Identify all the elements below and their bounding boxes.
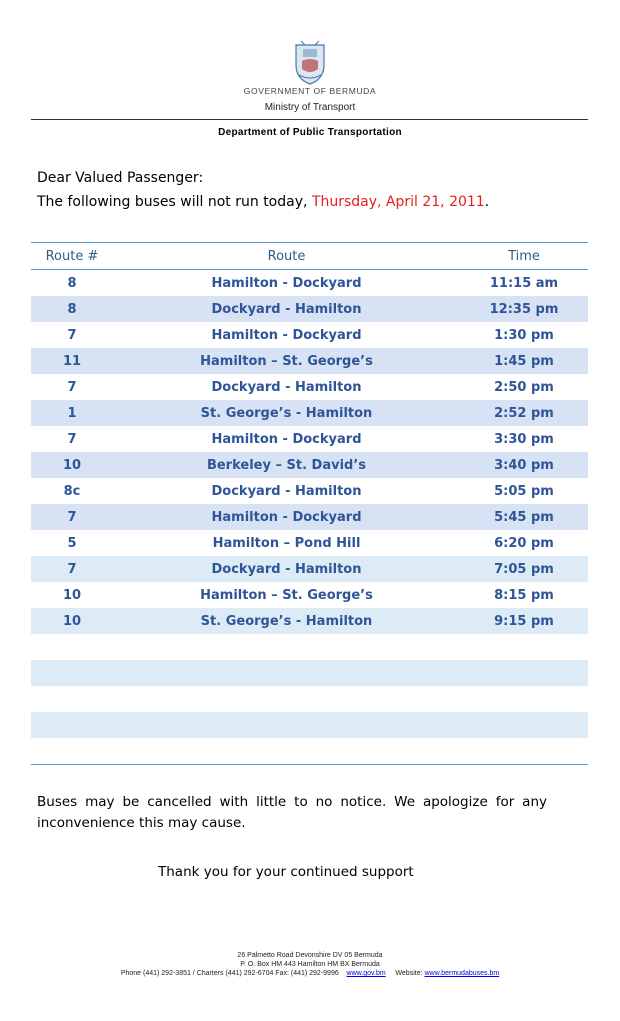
salutation: Dear Valued Passenger: [37, 170, 204, 186]
route-number-cell: 7 [67, 509, 77, 525]
route-number-cell: 7 [67, 327, 77, 343]
bermuda-crest-logo [293, 39, 327, 85]
table-row [31, 738, 588, 764]
header-route-number: Route # [45, 248, 99, 264]
time-cell: 9:15 pm [494, 613, 554, 629]
table-row [31, 530, 588, 556]
intro-prefix: The following buses will not run today, [37, 194, 312, 210]
route-cell: Dockyard - Hamilton [211, 561, 362, 577]
table-row [31, 608, 588, 634]
time-cell: 1:45 pm [494, 353, 554, 369]
table-row [31, 686, 588, 712]
time-cell: 8:15 pm [494, 587, 554, 603]
header-time: Time [508, 248, 540, 264]
route-cell: Berkeley – St. David’s [206, 457, 367, 473]
cancellation-notice: Buses may be cancelled with little to no notice. We apologize for any inconvenience this may cause. [37, 794, 547, 831]
table-row [31, 504, 588, 530]
time-cell: 11:15 am [489, 275, 559, 291]
route-cell: Hamilton – St. George’s [200, 353, 373, 369]
department-title: Department of Public Transportation [218, 127, 402, 138]
cancellation-date: Thursday, April 21, 2011 [311, 194, 485, 210]
route-number-cell: 8 [67, 301, 77, 317]
cancelled-buses-table [31, 242, 588, 765]
time-cell: 6:20 pm [494, 535, 554, 551]
route-number-cell: 1 [67, 405, 77, 421]
route-number-cell: 7 [67, 379, 77, 395]
table-row [31, 400, 588, 426]
route-cell: Dockyard - Hamilton [211, 301, 362, 317]
government-title: GOVERNMENT OF BERMUDA [243, 86, 377, 96]
time-cell: 2:52 pm [494, 405, 554, 421]
time-cell: 5:05 pm [494, 483, 554, 499]
table-header [31, 242, 588, 270]
route-cell: Hamilton - Dockyard [211, 327, 362, 343]
time-cell: 7:05 pm [494, 561, 554, 577]
table-row [31, 270, 588, 296]
table-row [31, 322, 588, 348]
footer-website-label: Website: [395, 970, 423, 977]
thank-you-line: Thank you for your continued support [158, 864, 414, 880]
route-number-cell: 7 [67, 561, 77, 577]
table-row [31, 712, 588, 738]
time-cell: 2:50 pm [494, 379, 554, 395]
table-body [31, 270, 588, 765]
gov-link[interactable]: www.gov.bm [346, 970, 386, 977]
route-number-cell: 11 [62, 353, 82, 369]
footer-address-line-2: P. O. Box HM 443 Hamilton HM BX Bermuda [240, 961, 380, 968]
footer-phone: Phone (441) 292-3851 / Charters (441) 292-6704 Fax: (441) 292-9996 [120, 970, 339, 977]
table-row [31, 426, 588, 452]
intro-line [37, 194, 489, 210]
time-cell: 3:40 pm [494, 457, 554, 473]
header-divider [31, 119, 588, 120]
route-cell: Hamilton - Dockyard [211, 275, 362, 291]
route-cell: Hamilton – St. George’s [200, 587, 373, 603]
route-number-cell: 10 [62, 587, 82, 603]
table-row [31, 348, 588, 374]
table-row [31, 374, 588, 400]
table-row [31, 478, 588, 504]
route-cell: St. George’s - Hamilton [200, 405, 373, 421]
header-route: Route [267, 248, 306, 264]
table-row [31, 452, 588, 478]
route-cell: Dockyard - Hamilton [211, 483, 362, 499]
table-row [31, 634, 588, 660]
table-row [31, 296, 588, 322]
footer-address-line-1: 26 Palmetto Road Devonshire DV 05 Bermuda [237, 952, 383, 959]
route-cell: Hamilton – Pond Hill [212, 535, 361, 551]
time-cell: 12:35 pm [489, 301, 559, 317]
footer-contact-line [0, 969, 620, 978]
intro-suffix: . [484, 194, 490, 210]
time-cell: 3:30 pm [494, 431, 554, 447]
table-row [31, 660, 588, 686]
route-number-cell: 8 [67, 275, 77, 291]
route-cell: St. George’s - Hamilton [200, 613, 373, 629]
route-number-cell: 10 [62, 613, 82, 629]
table-row [31, 582, 588, 608]
route-cell: Hamilton - Dockyard [211, 509, 362, 525]
route-number-cell: 10 [62, 457, 82, 473]
website-link[interactable]: www.bermudabuses.bm [424, 970, 500, 977]
ministry-title: Ministry of Transport [264, 102, 356, 113]
route-number-cell: 5 [67, 535, 77, 551]
route-number-cell: 7 [67, 431, 77, 447]
route-number-cell: 8c [63, 483, 81, 499]
route-cell: Dockyard - Hamilton [211, 379, 362, 395]
time-cell: 5:45 pm [494, 509, 554, 525]
route-cell: Hamilton - Dockyard [211, 431, 362, 447]
time-cell: 1:30 pm [494, 327, 554, 343]
footer [0, 951, 620, 978]
table-row [31, 556, 588, 582]
